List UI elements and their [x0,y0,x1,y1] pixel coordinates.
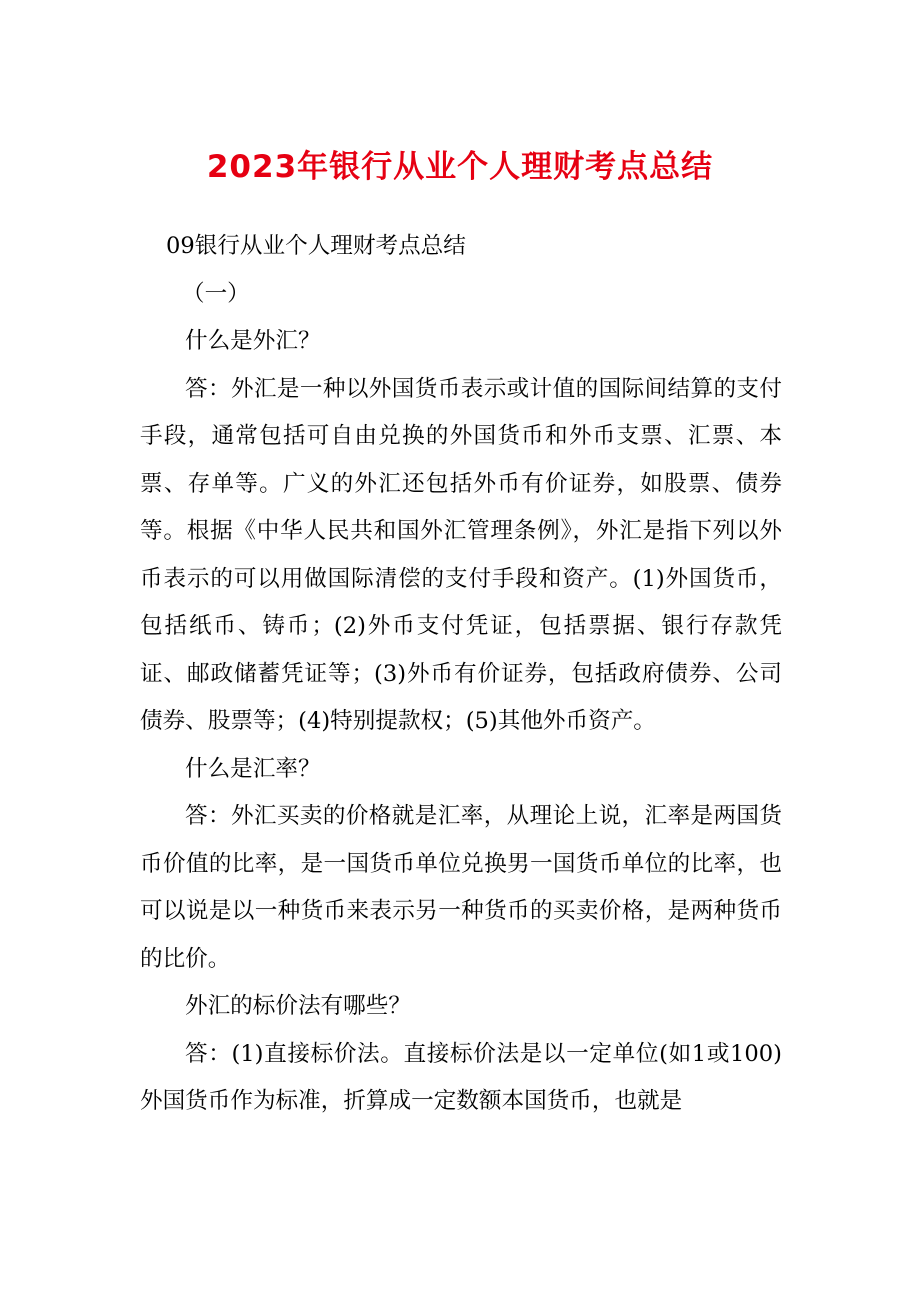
answer-paragraph: 答：(1)直接标价法。直接标价法是以一定单位(如1或100)外国货币作为标准，折算成一定数额本国货币，也就是 [140,1040,782,1114]
document-title: 2023年银行从业个人理财考点总结 [206,149,714,185]
question-paragraph: 什么是汇率？ [185,755,321,782]
section-mark: （一） [182,280,250,307]
document-body [140,223,782,1126]
answer-paragraph: 答：外汇买卖的价格就是汇率，从理论上说，汇率是两国货币价值的比率，是一国货币单位兑换男一国货币单位的比率，也可以说是以一种货币来表示另一种货币的买卖价格，是两种货币的比价。 [140,803,782,972]
answer-paragraph: 答：外汇是一种以外国货币表示或计值的国际间结算的支付手段，通常包括可自由兑换的外国货币和外币支票、汇票、本票、存单等。广义的外汇还包括外币有价证券，如股票、债券等。根据《中华人民共和国外汇管理条例》，外汇是指下列以外币表示的可以用做国际清偿的支付手段和资产。(1)外国货币，包括纸币、铸币；(2)外币支付凭证，包括票据、银行存款凭证、邮政储蓄凭证等；(3)外币有价证券，包括政府债券、公司债券、股票等；(4)特别提款权；(5)其他外币资产。 [140,375,782,734]
question-paragraph: 外汇的标价法有哪些？ [185,993,411,1019]
document-subtitle: 09银行从业个人理财考点总结 [166,233,466,259]
question-paragraph: 什么是外汇？ [185,328,321,354]
